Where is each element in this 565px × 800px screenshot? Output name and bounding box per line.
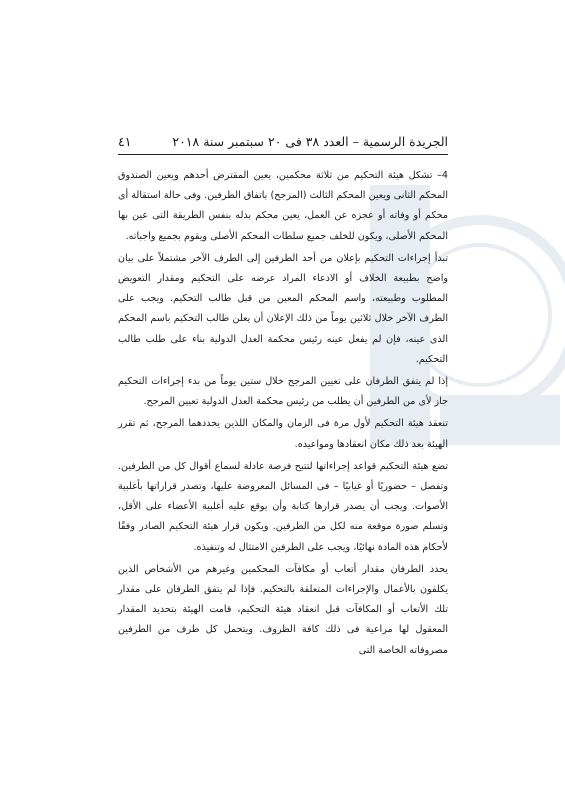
paragraph: تبدأ إجراءات التحكيم بإعلان من أحد الطرفين إلى الطرف الآخر مشتملاً على بيان واضح بطبيعة الخلاف أو الادعاء المراد عرضه على التحكيم ومقدار التعويض المطلوب وطبيعته، واسم المحكم المعين من قبل طالب التحكيم. ويجب على الطرف الآخر خلال ثلاثين يوماً من ذلك الإعلان أن يعلن طالب التحكيم باسم المحكم الذى عينه، فإن لم يفعل عينه رئيس محكمة العدل الدولية بناء على طلب طالب التحكيم. (118, 252, 448, 365)
document-body (118, 166, 448, 663)
paragraph: تضع هيئة التحكيم قواعد إجراءاتها لتتيح فرصة عادلة لسماع أقوال كل من الطرفين. وتفصل – حضوريًا أو غيابيًا – فى المسائل المعروضة عليها، وتصدر قراراتها بأغلبية الأصوات. ويجب أن يصدر قرارها كتابة وأن يوقع عليه أغلبية الأعضاء على الأقل، وتسلم صورة موقعة منه لكل من الطرفين. ويكون قرار هيئة التحكيم الصادر وفقًا لأحكام هذه المادة نهائيًا، ويجب على الطرفين الامتثال له وتنفيذه. (118, 460, 448, 553)
paragraph: إذا لم يتفق الطرفان على تعيين المرجح خلال ستين يوماً من بدء إجراءات التحكيم جاز لأى من الطرفين أن يطلب من رئيس محكمة العدل الدولية تعيين المرجح. (118, 376, 448, 408)
page-number: ٤١ (118, 133, 132, 149)
paragraph: 4– تشكل هيئة التحكيم من ثلاثة محكمين، يعين المقترض أحدهم ويعين الصندوق المحكم الثانى ويعين المحكم الثالث (المرجح) باتفاق الطرفين. وفى حالة استقالة أى محكم أو وفاته أو عجزه عن العمل، يعين محكم بدله بنفس الطريقة التى عين بها المحكم الأصلى، ويكون للخلف جميع سلطات المحكم الأصلى ويقوم بجميع واجباته. (118, 170, 448, 242)
paragraph: تنعقد هيئة التحكيم لأول مرة فى الزمان والمكان اللذين يحددهما المرجح، ثم تقرر الهيئة بعد ذلك مكان انعقادها ومواعيده. (118, 418, 448, 450)
paragraph: يحدد الطرفان مقدار أتعاب أو مكافآت المحكمين وغيرهم من الأشخاص الذين يكلفون بالأعمال والإجراءات المتعلقة بالتحكيم. فإذا لم يتفق الطرفان على مقدار تلك الأتعاب أو المكافآت قبل انعقاد هيئة التحكيم، قامت الهيئة بتحديد المقدار المعقول لها مراعية فى ذلك كافة الظروف. ويتحمل كل طرف من الطرفين مصروفاته الخاصة التى (118, 563, 448, 656)
page-header (118, 130, 448, 152)
header-title: الجريدة الرسمية – العدد ٣٨ فى ٢٠ سبتمبر سنة ٢٠١٨ (172, 133, 448, 149)
header-divider (118, 154, 448, 155)
